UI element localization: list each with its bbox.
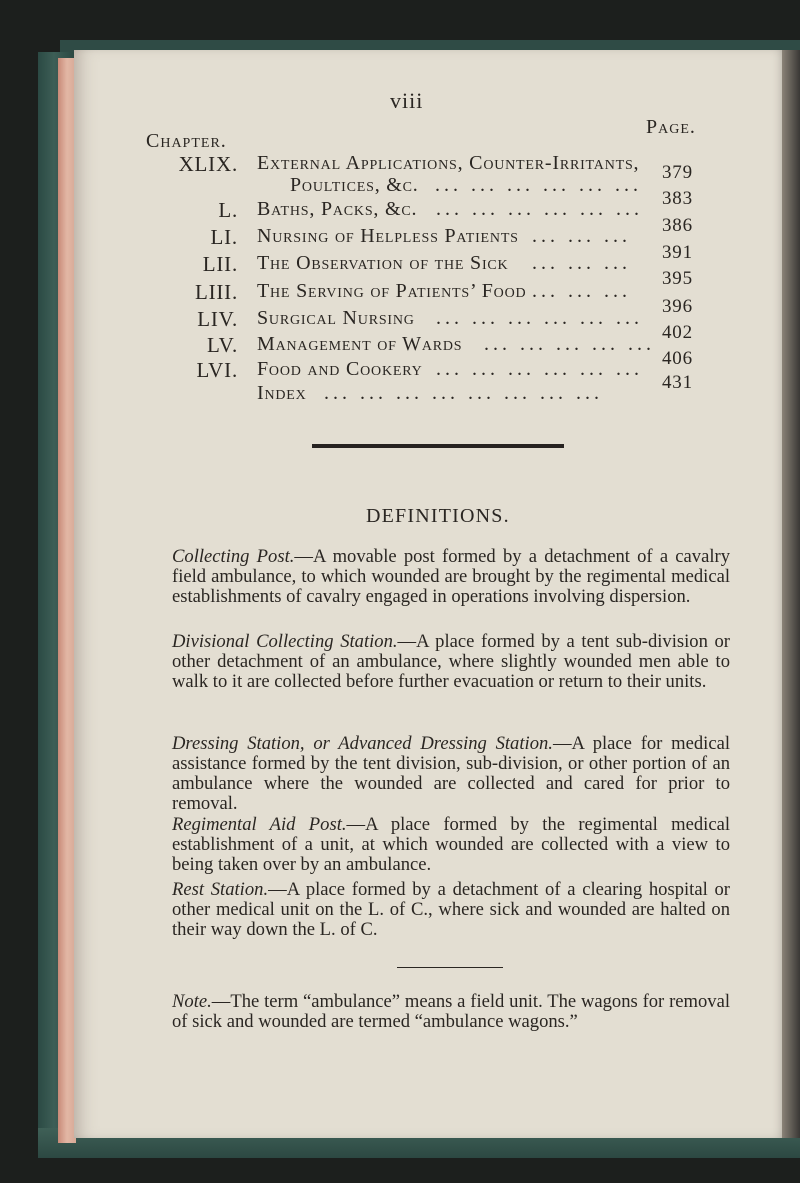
- note-paragraph: [172, 992, 730, 1032]
- page-folio: viii: [390, 88, 424, 113]
- toc-leader-dots: ... ... ... ... ... ...: [436, 198, 643, 220]
- toc-entry-page: 402: [662, 322, 693, 343]
- toc-entry-title: Food and Cookery: [257, 358, 423, 380]
- toc-leader-dots: ... ... ... ... ... ... ... ...: [324, 382, 603, 404]
- definition-text: —A place formed by the regimental medical establishment of a unit, at which wounded are collected with a view to being taken over by an ambulance.: [172, 814, 730, 875]
- toc-entry-title: The Serving of Patients’ Food: [257, 280, 527, 302]
- definition-regimental-aid-post: [172, 815, 730, 875]
- note-text: —The term “ambulance” means a field unit. The wagons for removal of sick and wounded are termed “ambulance wagons.”: [172, 991, 730, 1032]
- toc-entry-title: External Applications, Counter-Irritants,: [257, 152, 640, 174]
- toc-entry-title: Index: [257, 382, 307, 404]
- toc-entry-number: L.: [218, 198, 238, 222]
- definition-text: —A place formed by a detachment of a clearing hospital or other medical unit on the L. of C., where sick and wounded are halted on their way down the L. of C.: [172, 879, 730, 940]
- toc-entry-title: Surgical Nursing: [257, 307, 415, 329]
- definition-term: Regimental Aid Post.: [172, 814, 347, 835]
- definition-rest-station: [172, 880, 730, 940]
- toc-leader-dots: ... ... ... ... ... ...: [435, 174, 642, 196]
- toc-entry-number: LIII.: [194, 280, 238, 304]
- toc-entry-title: Management of Wards: [257, 333, 463, 355]
- toc-entry-page: 383: [662, 188, 693, 209]
- toc-chapter-header: Chapter.: [146, 130, 227, 152]
- toc-entry-page: 431: [662, 372, 693, 393]
- toc-leader-dots: ... ... ... ... ...: [484, 333, 655, 355]
- toc-entry-number: LII.: [202, 252, 238, 276]
- toc-entry-title: The Observation of the Sick: [257, 252, 509, 274]
- toc-entry-page: 395: [662, 268, 693, 289]
- toc-entry-number: LI.: [210, 225, 238, 249]
- toc-leader-dots: ... ... ...: [532, 225, 631, 247]
- toc-leader-dots: ... ... ... ... ... ...: [436, 358, 643, 380]
- toc-entry-title-continued: Poultices, &c.: [290, 174, 419, 196]
- definition-text: —A movable post formed by a detachment of a cavalry field ambulance, to which wounded are brought by the regimental medical establishments of cavalry engaged in operations involving dispersion.: [172, 546, 730, 607]
- toc-leader-dots: ... ... ...: [532, 252, 631, 274]
- definition-term: Divisional Collecting Station.: [172, 631, 398, 652]
- toc-entry-number: LIV.: [197, 307, 238, 331]
- toc-entry-page: 406: [662, 348, 693, 369]
- toc-leader-dots: ... ... ...: [532, 280, 631, 302]
- toc-leader-dots: ... ... ... ... ... ...: [436, 307, 643, 329]
- toc-entry-page: 391: [662, 242, 693, 263]
- definition-text: —A place for medical assistance formed by the tent division, sub-division, or other portion of an ambulance where the wounded are collected and cared for prior to removal.: [172, 733, 730, 814]
- section-divider-rule: [312, 444, 564, 448]
- definition-term: Collecting Post.: [172, 546, 295, 567]
- toc-entry-number: LV.: [206, 333, 238, 357]
- toc-entry-number: XLIX.: [178, 152, 238, 176]
- definition-term: Dressing Station, or Advanced Dressing Station.: [172, 733, 553, 754]
- note-divider-rule: [397, 967, 503, 968]
- note-term: Note.: [172, 991, 212, 1012]
- toc-entry-page: 386: [662, 215, 693, 236]
- toc-entry-title: Baths, Packs, &c.: [257, 198, 418, 220]
- definitions-heading: DEFINITIONS.: [366, 505, 510, 527]
- definition-dressing-station: [172, 734, 730, 814]
- definition-divisional-collecting-station: [172, 632, 730, 692]
- toc-entry-page: 396: [662, 296, 693, 317]
- definition-term: Rest Station.: [172, 879, 269, 900]
- page-gutter-shadow: [782, 50, 800, 1138]
- toc-entry-number: LVI.: [196, 358, 238, 382]
- toc-entry-title: Nursing of Helpless Patients: [257, 225, 519, 247]
- definition-text: —A place formed by a tent sub-division or other detachment of an ambulance, where slightly wounded men able to walk to it are collected before further evacuation or return to their units.: [172, 631, 730, 692]
- definition-collecting-post: [172, 547, 730, 607]
- toc-page-header: Page.: [646, 116, 696, 138]
- toc-entry-page: 379: [662, 162, 693, 183]
